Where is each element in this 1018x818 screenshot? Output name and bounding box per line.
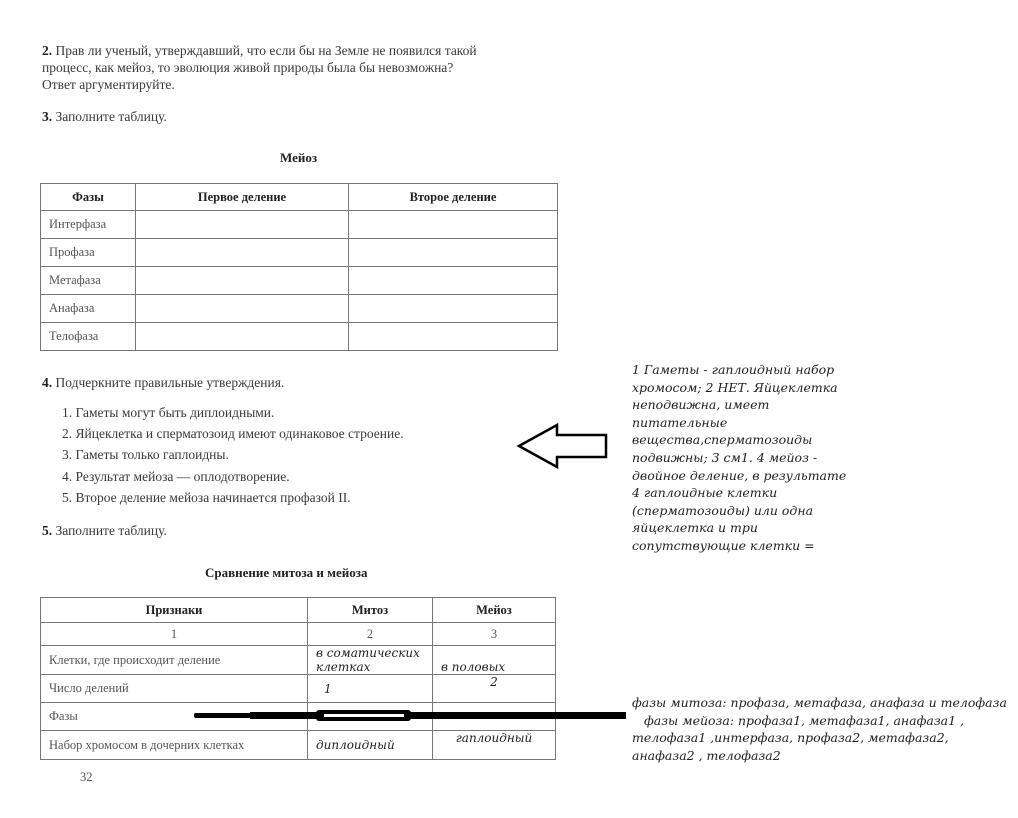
question-text: процесс, как мейоз, то эволюция живой природы была бы невозможна? xyxy=(42,60,454,75)
list-item: 4. Результат мейоза — оплодотворение. xyxy=(62,468,290,484)
phase-label: Интерфаза xyxy=(41,211,136,239)
question-number: 3. xyxy=(42,109,53,124)
phase-label: Анафаза xyxy=(41,295,136,323)
table-row xyxy=(41,646,556,675)
table-row xyxy=(41,675,556,703)
handwritten-answer-2 xyxy=(632,694,1007,764)
page-number: 32 xyxy=(80,770,93,784)
table-row xyxy=(41,211,558,239)
arrow-left-icon xyxy=(515,422,611,470)
list-item: 5. Второе деление мейоза начинается профазой II. xyxy=(62,489,351,505)
table-row xyxy=(41,239,558,267)
comparison-table xyxy=(40,597,556,760)
table-row xyxy=(41,731,556,760)
table-header: Признаки xyxy=(41,598,308,623)
question-number: 2. xyxy=(42,43,53,58)
row-label: Набор хромосом в дочерних клетках xyxy=(41,731,308,760)
question-text: Заполните таблицу. xyxy=(55,523,167,538)
list-item: 2. Яйцеклетка и сперматозоид имеют одинаковое строение. xyxy=(62,426,404,442)
meiosis-cell: в половых xyxy=(433,646,556,675)
question-4 xyxy=(42,375,284,391)
question-text: Заполните таблицу. xyxy=(55,109,167,124)
list-item: 3. Гаметы только гаплоидны. xyxy=(62,447,229,463)
pointer-line xyxy=(190,706,630,726)
meiosis-table xyxy=(40,183,558,351)
table-row xyxy=(41,267,558,295)
table-header: Второе деление xyxy=(349,184,558,211)
column-number: 2 xyxy=(308,623,433,646)
question-5 xyxy=(42,523,167,539)
meiosis-cell: 2 xyxy=(433,675,556,703)
row-label: Число делений xyxy=(41,675,308,703)
row-label: Клетки, где происходит деление xyxy=(41,646,308,675)
question-text: Ответ аргументируйте. xyxy=(42,77,175,92)
question-3 xyxy=(42,109,167,125)
question-number: 4. xyxy=(42,375,53,390)
table-header: Первое деление xyxy=(136,184,349,211)
question-2 xyxy=(42,42,477,93)
mitosis-cell: 1 xyxy=(308,675,433,703)
table-header: Фазы xyxy=(41,184,136,211)
table-header: Митоз xyxy=(308,598,433,623)
handwritten-answer-1: 1 Гаметы - гаплоидный набор хромосом; 2 НЕТ. Яйцеклетка неподвижна, имеет питательные вещества,сперматозоиды подвижны; 3 см1. 4 мейоз - двойное деление, в результате 4 гаплоидные клетки (сперматозоиды) или одна яйцеклетка и три сопутствующие клетки = xyxy=(632,362,847,553)
meiosis-cell: гаплоидный xyxy=(433,731,556,760)
table2-title: Сравнение митоза и мейоза xyxy=(205,565,368,580)
table-row xyxy=(41,295,558,323)
list-item: 1. Гаметы могут быть диплоидными. xyxy=(62,405,275,420)
mitosis-cell: диплоидный xyxy=(308,731,433,760)
statements-list xyxy=(62,402,404,508)
question-text: Прав ли ученый, утверждавший, что если бы на Земле не появился такой xyxy=(55,43,477,58)
column-number: 3 xyxy=(433,623,556,646)
row-label: Фазы xyxy=(41,703,308,731)
mitosis-phases-answer: фазы митоза: профаза, метафаза, анафаза и телофаза xyxy=(632,695,1007,710)
table1-title: Мейоз xyxy=(280,150,318,165)
column-number: 1 xyxy=(41,623,308,646)
question-text: Подчеркните правильные утверждения. xyxy=(55,375,285,390)
table-header: Мейоз xyxy=(433,598,556,623)
phase-label: Телофаза xyxy=(41,323,136,351)
table-row xyxy=(41,323,558,351)
phase-label: Метафаза xyxy=(41,267,136,295)
mitosis-cell: в соматических клетках xyxy=(308,646,433,675)
question-number: 5. xyxy=(42,523,53,538)
meiosis-phases-answer: фазы мейоза: профаза1, метафаза1, анафаза1 , телофаза1 ,интерфаза, профаза2, метафаза2, анафаза2 , телофаза2 xyxy=(632,712,965,763)
phase-label: Профаза xyxy=(41,239,136,267)
